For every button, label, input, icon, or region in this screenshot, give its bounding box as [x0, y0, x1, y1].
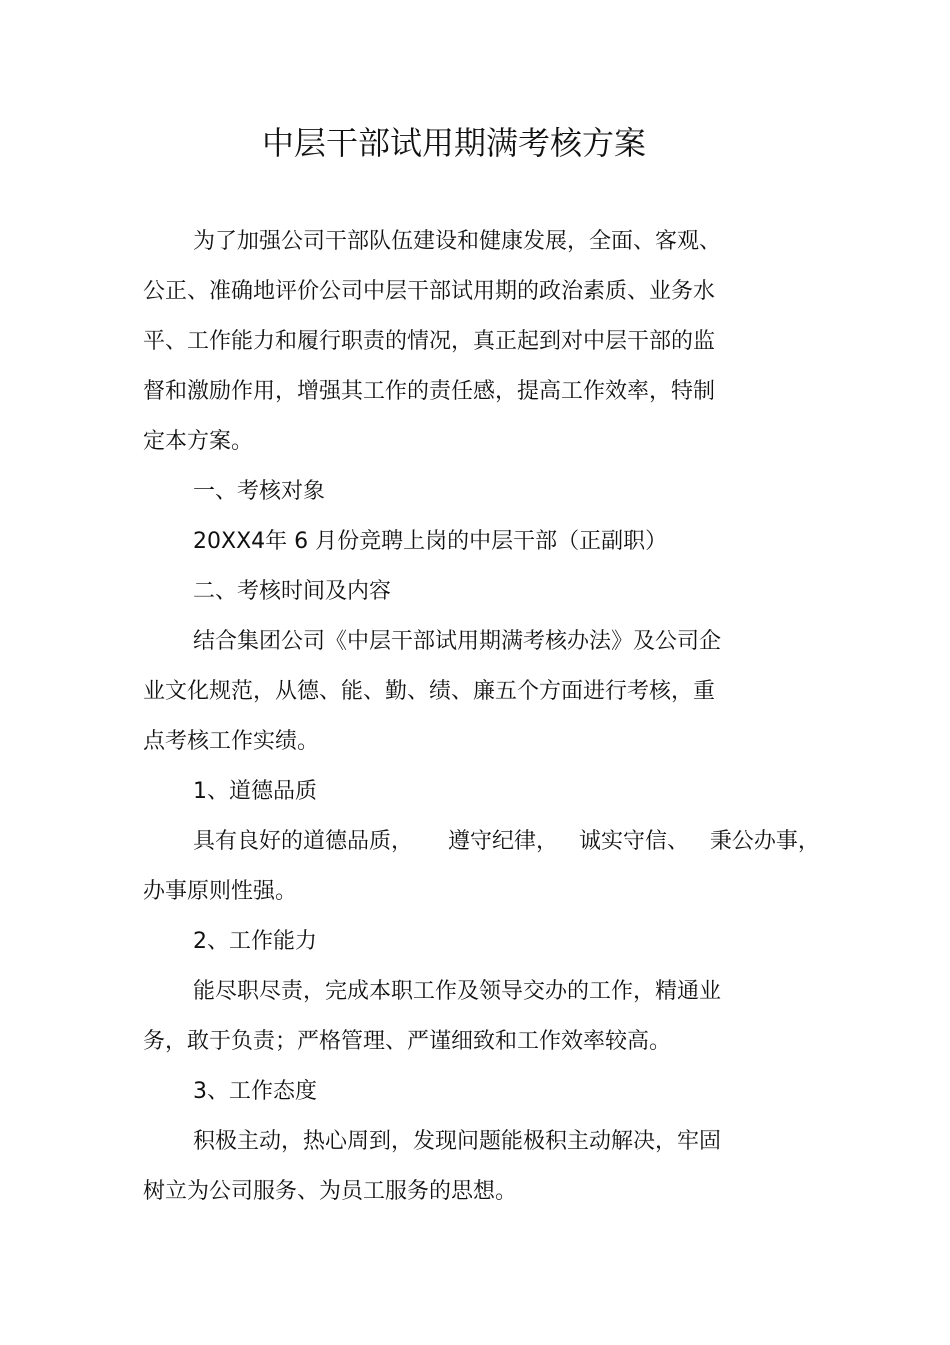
subheading-work-ability: 2、工作能力	[193, 929, 317, 954]
section-heading-assessment-target: 一、考核对象	[193, 479, 326, 504]
paragraph-intro-line-5: 定本方案。	[143, 429, 254, 454]
content-paragraph-line-2: 业文化规范，从德、能、勤、绩、廉五个方面进行考核，重	[143, 679, 716, 704]
moral-quality-line-1: 具有良好的道德品质， 遵守纪律， 诚实守信、 秉公办事，	[193, 829, 820, 854]
content-paragraph-line-1: 结合集团公司《中层干部试用期满考核办法》及公司企	[193, 629, 722, 654]
paragraph-intro-line-4: 督和激励作用，增强其工作的责任感，提高工作效率，特制	[143, 379, 716, 404]
work-ability-line-1: 能尽职尽责，完成本职工作及领导交办的工作，精通业	[193, 979, 722, 1004]
section-heading-time-and-content: 二、考核时间及内容	[193, 579, 392, 604]
work-ability-line-2: 务，敢于负责；严格管理、严谨细致和工作效率较高。	[143, 1029, 672, 1054]
assessment-target-text: 20XX4年 6 月份竞聘上岗的中层干部（正副职）	[193, 529, 668, 554]
document-title: 中层干部试用期满考核方案	[261, 124, 646, 162]
content-paragraph-line-3: 点考核工作实绩。	[143, 729, 320, 754]
paragraph-intro-line-2: 公正、准确地评价公司中层干部试用期的政治素质、业务水	[143, 279, 716, 304]
paragraph-intro-line-1: 为了加强公司干部队伍建设和健康发展，全面、客观、	[193, 229, 722, 254]
work-attitude-line-1: 积极主动，热心周到，发现问题能极积主动解决，牢固	[193, 1129, 722, 1154]
subheading-work-attitude: 3、工作态度	[193, 1079, 317, 1104]
moral-quality-line-2: 办事原则性强。	[143, 879, 298, 904]
subheading-moral-quality: 1、道德品质	[193, 779, 317, 804]
paragraph-intro-line-3: 平、工作能力和履行职责的情况，真正起到对中层干部的监	[143, 329, 716, 354]
work-attitude-line-2: 树立为公司服务、为员工服务的思想。	[143, 1179, 518, 1204]
